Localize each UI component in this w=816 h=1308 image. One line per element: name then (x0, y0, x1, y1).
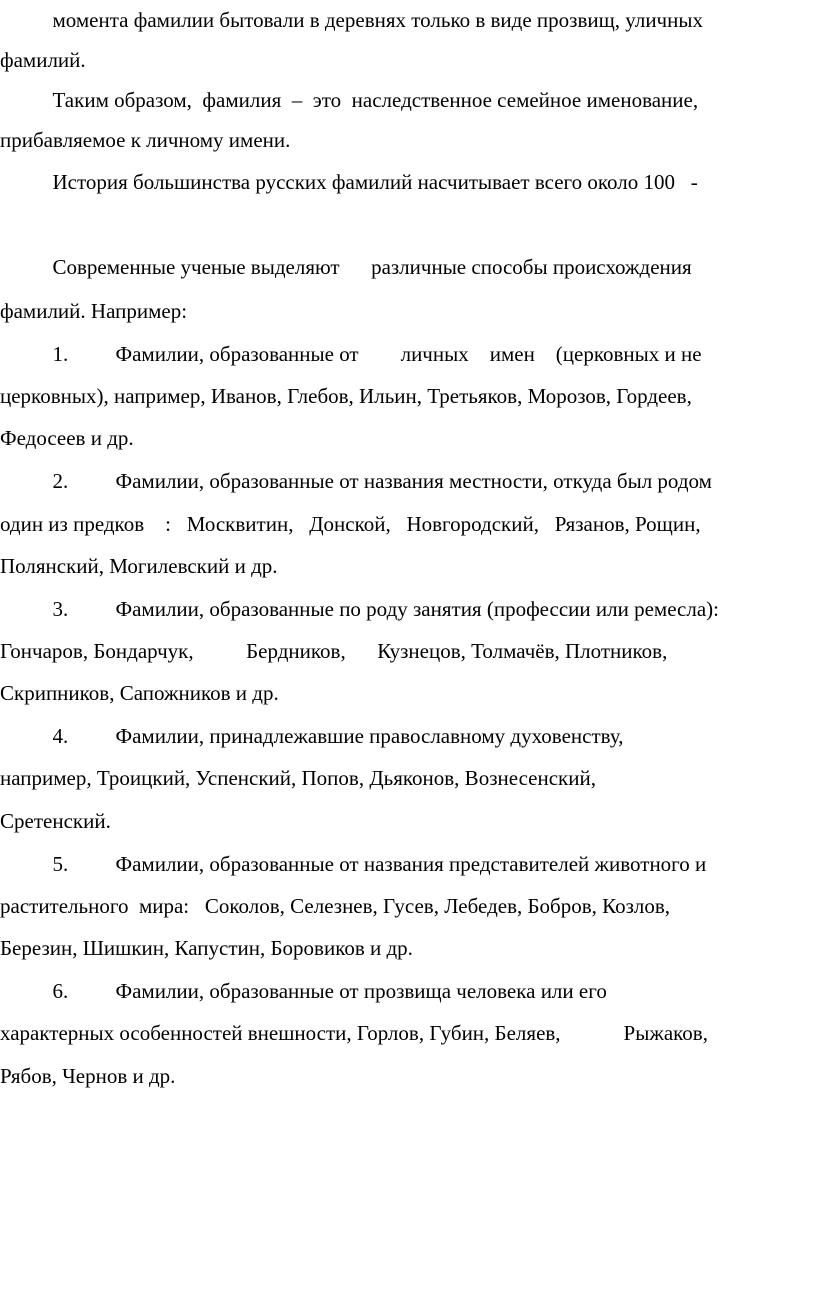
text-line: Гончаров, Бондарчук, Бердников, Кузнецов, Толмачёв, Плотников, (0, 639, 668, 663)
text-line: фамилий. (0, 48, 86, 72)
text-line: Сретенский. (0, 809, 111, 833)
text-line: Березин, Шишкин, Капустин, Боровиков и др. (0, 936, 413, 960)
text-line: Рябов, Чернов и др. (0, 1064, 176, 1088)
text-line: растительного мира: Соколов, Селезнев, Гусев, Лебедев, Бобров, Козлов, (0, 894, 671, 918)
list-item-5: 5. Фамилии, образованные от названия представителей животного и (0, 852, 707, 876)
list-item-1: 1. Фамилии, образованные от личных имен (церковных и не (0, 342, 702, 366)
text-line: один из предков : Москвитин, Донской, Новгородский, Рязанов, Рощин, (0, 512, 701, 536)
text-line: фамилий. Например: (0, 299, 188, 323)
list-item-2: 2. Фамилии, образованные от названия местности, откуда был родом (0, 469, 712, 493)
text-line: История большинства русских фамилий насчитывает всего около 100 - (0, 170, 698, 194)
text-line: Федосеев и др. (0, 426, 134, 450)
text-line: церковных), например, Иванов, Глебов, Ильин, Третьяков, Морозов, Гордеев, (0, 384, 692, 408)
blank-line (0, 204, 816, 244)
list-item-6: 6. Фамилии, образованные от прозвища человека или его (0, 979, 607, 1003)
list-item-4: 4. Фамилии, принадлежавшие православному духовенству, (0, 724, 624, 748)
text-line: Скрипников, Сапожников и др. (0, 681, 279, 705)
text-line: характерных особенностей внешности, Горлов, Губин, Беляев, Рыжаков, (0, 1021, 708, 1045)
text-line: Полянский, Могилевский и др. (0, 554, 278, 578)
text-line: прибавляемое к личному имени. (0, 128, 291, 152)
text-line: Таким образом, фамилия – это наследственное семейное именование, (0, 88, 699, 112)
text-line: Современные ученые выделяют различные способы происхождения (0, 255, 692, 279)
list-item-3: 3. Фамилии, образованные по роду занятия (профессии или ремесла): (0, 597, 720, 621)
text-line: например, Троицкий, Успенский, Попов, Дьяконов, Вознесенский, (0, 766, 596, 790)
text-line: момента фамилии бытовали в деревнях только в виде прозвищ, уличных (0, 8, 703, 32)
